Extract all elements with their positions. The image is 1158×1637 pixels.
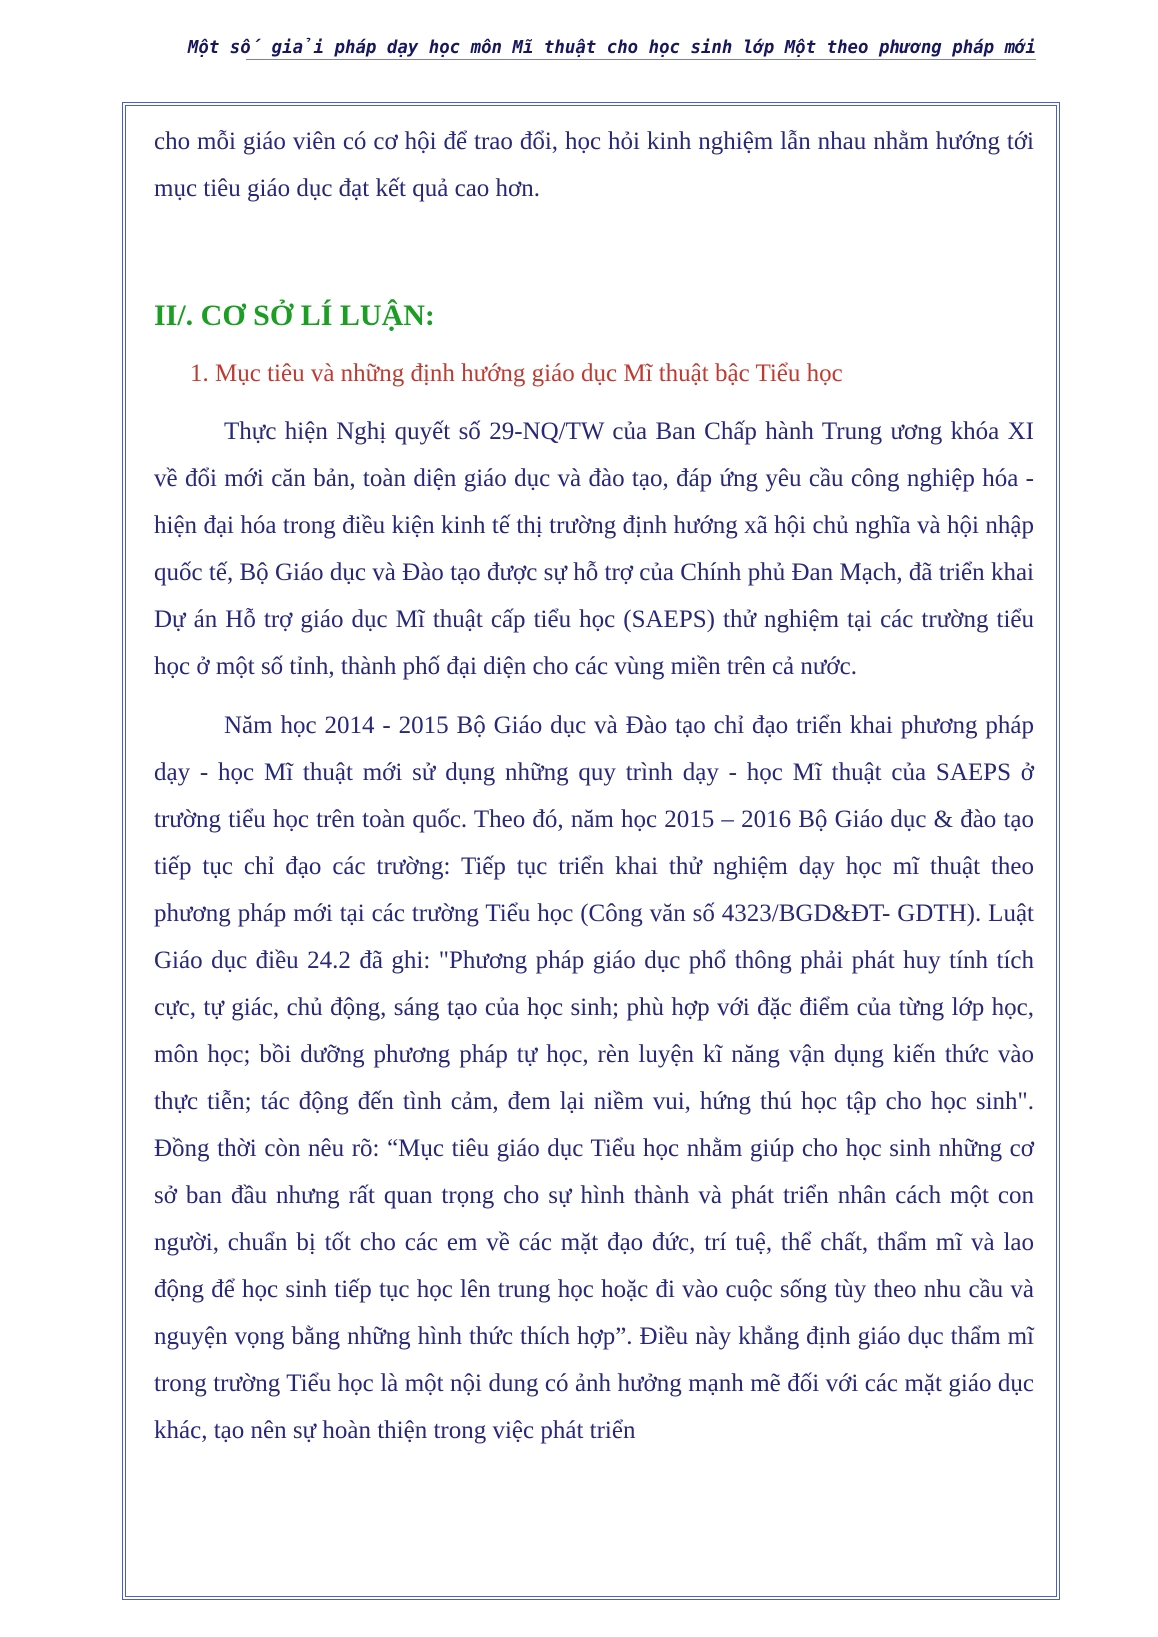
section-heading: II/. CƠ SỞ LÍ LUẬN: — [154, 299, 435, 332]
document-body — [154, 118, 1034, 1454]
spacer — [154, 690, 1034, 702]
spacer — [154, 212, 1034, 294]
body-paragraph-1: Thực hiện Nghị quyết số 29-NQ/TW của Ban Chấp hành Trung ương khóa XI về đổi mới căn bản, toàn diện giáo dục và đào tạo, đáp ứng yêu cầu công nghiệp hóa - hiện đại hóa trong điều kiện kinh tế thị trường định hướng xã hội chủ nghĩa và hội nhập quốc tế, Bộ Giáo dục và Đào tạo được sự hỗ trợ của Chính phủ Đan Mạch, đã triển khai Dự án Hỗ trợ giáo dục Mĩ thuật cấp tiểu học (SAEPS) thử nghiệm tại các trường tiểu học ở một số tỉnh, thành phố đại diện cho các vùng miền trên cả nước. — [154, 418, 1034, 680]
subsection-heading: 1. Mục tiêu và những định hướng giáo dục Mĩ thuật bậc Tiểu học — [190, 360, 843, 387]
running-header-title: Một số giải pháp dạy học môn Mĩ thuật cho học sinh lớp Một theo phương pháp mới — [187, 38, 1036, 58]
body-paragraph-2: Năm học 2014 - 2015 Bộ Giáo dục và Đào tạo chỉ đạo triển khai phương pháp dạy - học Mĩ thuật mới sử dụng những quy trình dạy - học Mĩ thuật của SAEPS ở trường tiểu học trên toàn quốc. Theo đó, năm học 2015 – 2016 Bộ Giáo dục & đào tạo tiếp tục chỉ đạo các trường: Tiếp tục triển khai thử nghiệm dạy học mĩ thuật theo phương pháp mới tại các trường Tiểu học (Công văn số 4323/BGD&ĐT- GDTH). Luật Giáo dục điều 24.2 đã ghi: "Phương pháp giáo dục phổ thông phải phát huy tính tích cực, tự giác, chủ động, sáng tạo của học sinh; phù hợp với đặc điểm của từng lớp học, môn học; bồi dưỡng phương pháp tự học, rèn luyện kĩ năng vận dụng kiến thức vào thực tiễn; tác động đến tình cảm, đem lại niềm vui, hứng thú học tập cho học sinh". Đồng thời còn nêu rõ: “Mục tiêu giáo dục Tiểu học nhằm giúp cho học sinh những cơ sở ban đầu nhưng rất quan trọng cho sự hình thành và phát triển nhân cách một con người, chuẩn bị tốt cho các em về các mặt đạo đức, trí tuệ, thể chất, thẩm mĩ và lao động để học sinh tiếp tục học lên trung học hoặc đi vào cuộc sống tùy theo nhu cầu và nguyện vọng bằng những hình thức thích hợp”. Điều này khẳng định giáo dục thẩm mĩ trong trường Tiểu học là một nội dung có ảnh hưởng mạnh mẽ đối với các mặt giáo dục khác, tạo nên sự hoàn thiện trong việc phát triển — [154, 712, 1034, 1444]
header-divider — [246, 59, 1036, 60]
intro-paragraph: cho mỗi giáo viên có cơ hội để trao đổi, học hỏi kinh nghiệm lẫn nhau nhằm hướng tới mục tiêu giáo dục đạt kết quả cao hơn. — [154, 128, 1034, 202]
